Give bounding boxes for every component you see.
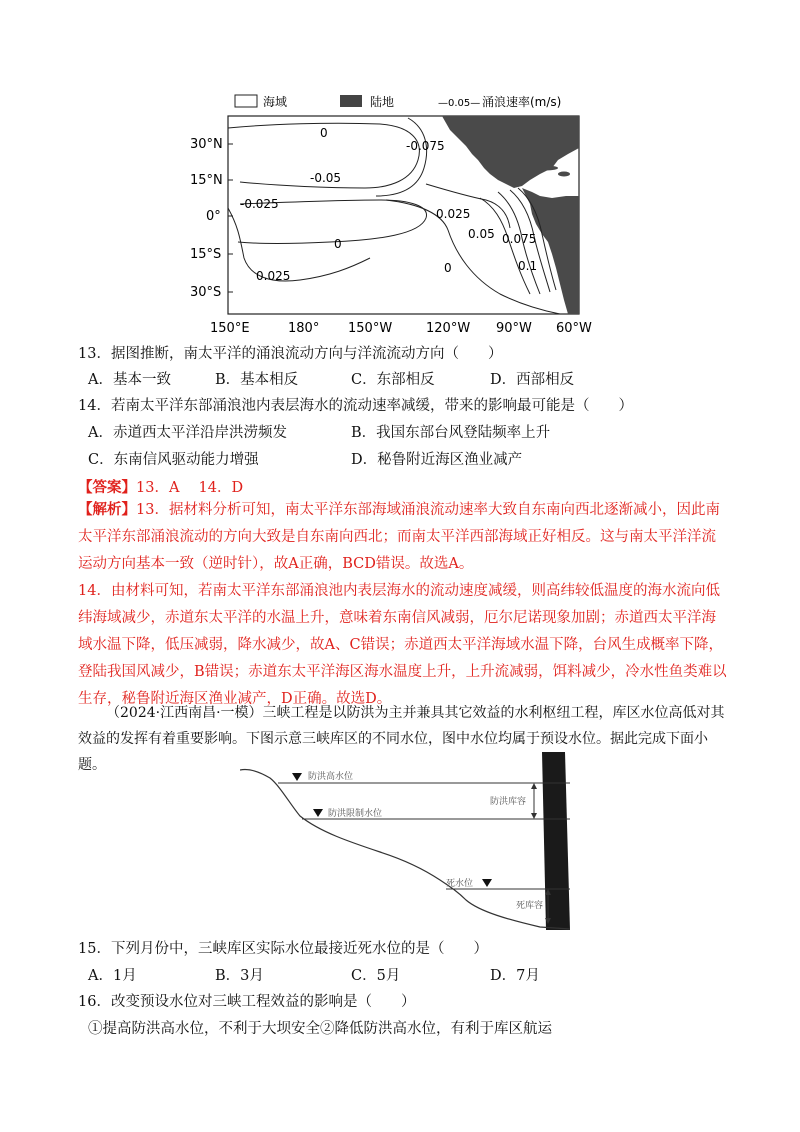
island-cuba: [534, 166, 558, 171]
q13-option-b[interactable]: B．基本相反: [215, 372, 299, 388]
q14-option-c[interactable]: C．东南信风驱动能力增强: [88, 452, 259, 468]
q13-option-a[interactable]: A．基本一致: [88, 372, 171, 388]
lat-label: 30°N: [190, 137, 223, 152]
lon-label: 150°E: [210, 321, 250, 336]
question-13-stem: 13．据图推断，南太平洋的涌浪流动方向与洋流流动方向（ ）: [78, 346, 503, 362]
legend-land-label: 陆地: [370, 95, 395, 109]
lon-label: 60°W: [556, 321, 592, 336]
contour-label: 0.075: [502, 232, 537, 246]
q15-option-a[interactable]: A．1月: [88, 968, 137, 984]
contour-label: -0.075: [406, 139, 445, 153]
legend-line-sample: —0.05—: [438, 98, 481, 109]
q15-option-b[interactable]: B．3月: [215, 968, 264, 984]
lon-label: 90°W: [496, 321, 532, 336]
analysis-14: 14．由材料可知，若南太平洋东部涌浪池内表层海水的流动速度减缓，则高纬较低温度的海水流向低纬海域减少，赤道东太平洋的水温上升，意味着东南信风减弱，厄尔尼诺现象加剧；赤道西太平洋海域水温下降，低压减弱，降水减少，故A、C错误；赤道西太平洋海域水温下降，台风生成概率下降，登陆我国风减少，B错误；赤道东太平洋海区海水温度上升，上升流减弱，饵料减少，冷水性鱼类难以生存，秘鲁附近海区渔业减产，D正确。故选D。: [78, 583, 727, 707]
contour-label: -0.05: [310, 171, 342, 185]
flood-high-label: 防洪高水位: [308, 772, 354, 782]
island-hispaniola: [558, 172, 570, 177]
lon-label: 180°: [288, 321, 320, 336]
contour-label: 0.025: [436, 207, 471, 221]
q15-option-d[interactable]: D．7月: [490, 968, 540, 984]
lat-label: 15°N: [190, 173, 223, 188]
intro-paragraph: （2024·江西南昌·一模）三峡工程是以防洪为主并兼具其它效益的水利枢纽工程，库区水位高低对其效益的发挥有着重要影响。下图示意三峡库区的不同水位，图中水位均属于预设水位。据此完成下面小题。: [78, 705, 725, 773]
contour-label: 0: [320, 126, 328, 140]
q14-option-a[interactable]: A．赤道西太平洋沿岸洪涝频发: [88, 425, 287, 441]
contour-label: 0: [334, 237, 342, 251]
dead-level-marker: [482, 879, 492, 887]
contour-label: 0.025: [256, 269, 291, 283]
dam: [542, 752, 570, 930]
flood-limit-marker: [313, 809, 323, 817]
q14-option-b[interactable]: B．我国东部台风登陆频率上升: [351, 425, 551, 441]
q14-option-d[interactable]: D．秘鲁附近海区渔业减产: [351, 452, 523, 468]
q13-option-c[interactable]: C．东部相反: [351, 372, 435, 388]
answer-label: 【答案】: [78, 479, 136, 496]
analysis-label: 【解析】: [78, 501, 136, 518]
lat-label: 30°S: [190, 285, 222, 300]
lon-label: 120°W: [426, 321, 471, 336]
contour-label: 0.05: [468, 227, 495, 241]
question-14-stem: 14．若南太平洋东部涌浪池内表层海水的流动速率减缓，带来的影响最可能是（ ）: [78, 398, 633, 414]
lat-label: 15°S: [190, 247, 222, 262]
q16-statements-line-1: ①提高防洪高水位，不利于大坝安全②降低防洪高水位，有利于库区航运: [88, 1021, 552, 1037]
legend-sea-swatch: [235, 95, 257, 107]
answer-text: 13．A 14．D: [136, 480, 244, 496]
flood-limit-label: 防洪限制水位: [328, 809, 383, 819]
legend-sea-label: 海域: [263, 95, 288, 109]
contour-label: 0: [444, 261, 452, 275]
legend-line-label: 涌浪速率(m/s): [482, 95, 562, 109]
q13-option-d[interactable]: D．西部相反: [490, 372, 575, 388]
reservoir-diagram: [240, 752, 570, 932]
contour-label: 0.1: [518, 259, 538, 273]
answer-line: [78, 476, 243, 497]
dead-level-label: 死水位: [446, 879, 474, 889]
question-15-stem: 15．下列月份中，三峡库区实际水位最接近死水位的是（ ）: [78, 941, 488, 957]
analysis-13: [78, 496, 728, 578]
analysis-13-text: 13．据材料分析可知，南太平洋东部海域涌浪流动速率大致自东南向西北逐渐减小，因此南太平洋东部涌浪流动的方向大致是自东南向西北；而南太平洋西部海域正好相反。这与南太平洋洋流运动方向基本一致（逆时针），故A正确，BCD错误。故选A。: [78, 502, 720, 572]
lat-label: 0°: [206, 209, 221, 224]
pacific-swell-map: [180, 88, 620, 338]
flood-high-marker: [292, 773, 302, 781]
flood-capacity-label: 防洪库容: [490, 797, 527, 807]
question-16-stem: 16．改变预设水位对三峡工程效益的影响是（ ）: [78, 994, 416, 1010]
lon-label: 150°W: [348, 321, 393, 336]
contour-label: -0.025: [240, 197, 279, 211]
legend-land-swatch: [340, 95, 362, 107]
dead-capacity-label: 死库容: [516, 901, 544, 911]
q15-option-c[interactable]: C．5月: [351, 968, 401, 984]
